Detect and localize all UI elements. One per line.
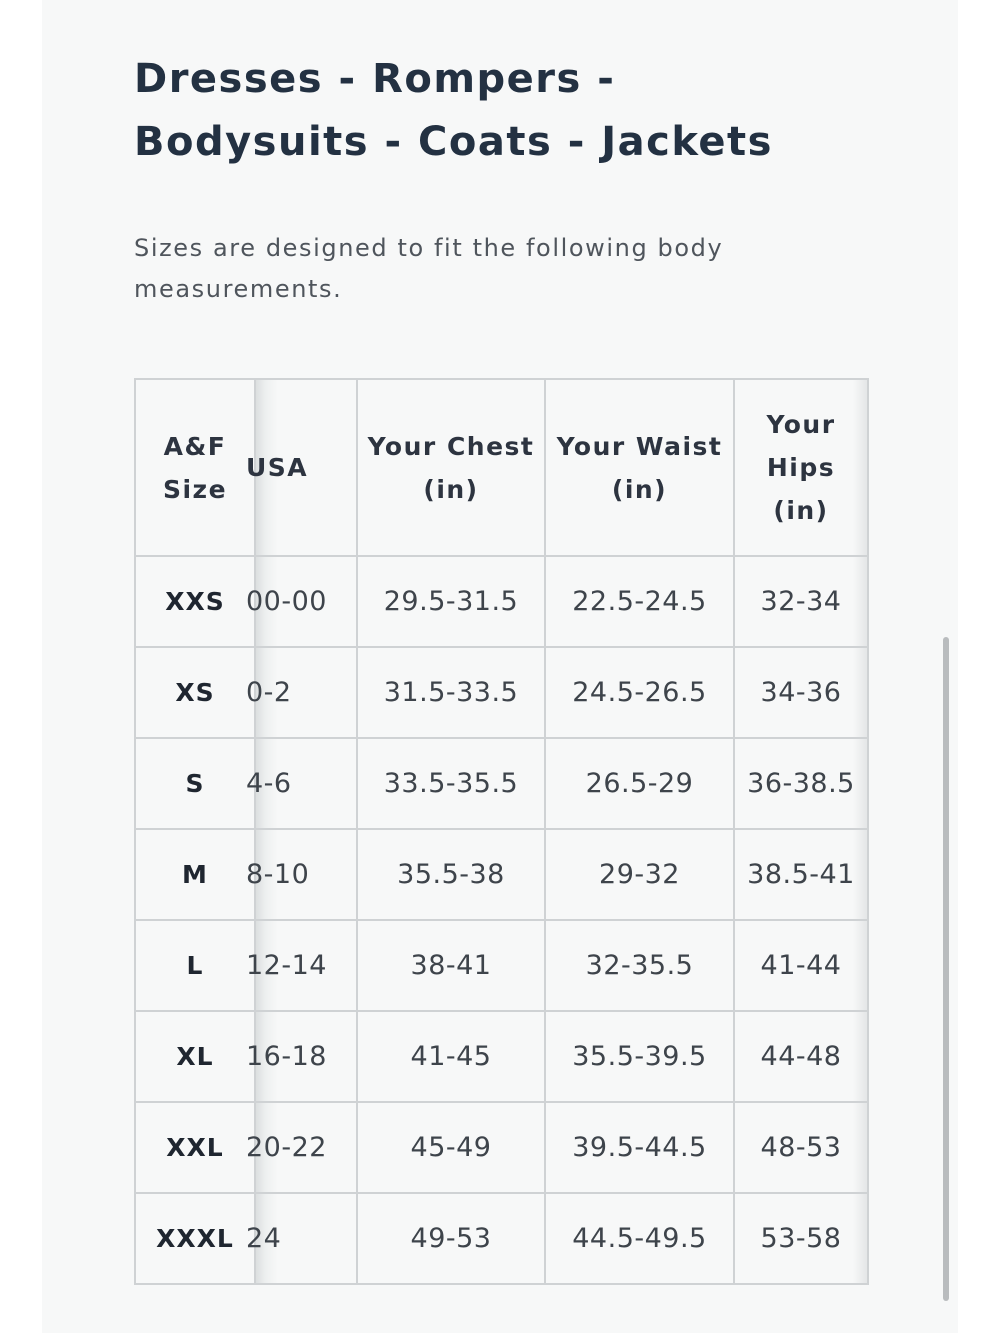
cell-waist: 24.5-26.5	[545, 647, 734, 738]
cell-size: XXXL	[135, 1193, 255, 1284]
cell-hips: 48-53	[734, 1102, 868, 1193]
page-title: Dresses - Rompers - Bodysuits - Coats - Jackets	[134, 56, 773, 165]
table-row	[135, 920, 868, 1011]
cell-hips: 32-34	[734, 556, 868, 647]
cell-chest: 41-45	[357, 1011, 545, 1102]
cell-size: XXS	[135, 556, 255, 647]
cell-chest: 29.5-31.5	[357, 556, 545, 647]
cell-size: XS	[135, 647, 255, 738]
cell-chest: 45-49	[357, 1102, 545, 1193]
cell-usa	[246, 647, 357, 738]
cell-usa-value: 00-00	[246, 586, 327, 617]
cell-hips: 44-48	[734, 1011, 868, 1102]
table-row	[135, 1102, 868, 1193]
cell-usa	[246, 829, 357, 920]
cell-waist: 32-35.5	[545, 920, 734, 1011]
cell-usa	[246, 1011, 357, 1102]
cell-usa	[246, 556, 357, 647]
table-row	[135, 1193, 868, 1284]
cell-chest: 31.5-33.5	[357, 647, 545, 738]
cell-size: S	[135, 738, 255, 829]
page-subtitle: Sizes are designed to fit the following body measurements.	[134, 234, 724, 303]
cell-hips: 38.5-41	[734, 829, 868, 920]
header-hips: Your Hips (in)	[734, 379, 868, 556]
cell-usa-value: 4-6	[246, 768, 292, 799]
cell-usa-value: 24	[246, 1223, 282, 1254]
cell-chest: 35.5-38	[357, 829, 545, 920]
cell-size: L	[135, 920, 255, 1011]
cell-chest: 49-53	[357, 1193, 545, 1284]
cell-chest: 38-41	[357, 920, 545, 1011]
scrollbar-thumb[interactable]	[943, 637, 949, 1301]
cell-waist: 44.5-49.5	[545, 1193, 734, 1284]
cell-hips: 41-44	[734, 920, 868, 1011]
cell-usa-value: 20-22	[246, 1132, 327, 1163]
size-chart-table-container[interactable]	[134, 378, 867, 1286]
cell-usa	[246, 1102, 357, 1193]
cell-waist: 29-32	[545, 829, 734, 920]
cell-waist: 26.5-29	[545, 738, 734, 829]
table-header-row	[135, 379, 868, 556]
cell-hips: 53-58	[734, 1193, 868, 1284]
header-usa	[246, 379, 357, 556]
cell-size: XL	[135, 1011, 255, 1102]
cell-hips: 36-38.5	[734, 738, 868, 829]
cell-usa-value: 8-10	[246, 859, 310, 890]
header-usa-label: USA	[246, 453, 309, 482]
table-row	[135, 556, 868, 647]
header-af-size: A&F Size	[135, 379, 255, 556]
cell-waist: 35.5-39.5	[545, 1011, 734, 1102]
table-row	[135, 647, 868, 738]
size-chart-table	[134, 378, 869, 1285]
cell-chest: 33.5-35.5	[357, 738, 545, 829]
cell-usa-value: 16-18	[246, 1041, 327, 1072]
header-chest: Your Chest (in)	[357, 379, 545, 556]
cell-size: XXL	[135, 1102, 255, 1193]
cell-usa	[246, 738, 357, 829]
cell-usa	[246, 1193, 357, 1284]
cell-hips: 34-36	[734, 647, 868, 738]
cell-waist: 22.5-24.5	[545, 556, 734, 647]
cell-waist: 39.5-44.5	[545, 1102, 734, 1193]
table-row	[135, 1011, 868, 1102]
cell-usa	[246, 920, 357, 1011]
table-row	[135, 738, 868, 829]
table-row	[135, 829, 868, 920]
header-waist: Your Waist (in)	[545, 379, 734, 556]
cell-usa-value: 12-14	[246, 950, 327, 981]
cell-size: M	[135, 829, 255, 920]
cell-usa-value: 0-2	[246, 677, 292, 708]
